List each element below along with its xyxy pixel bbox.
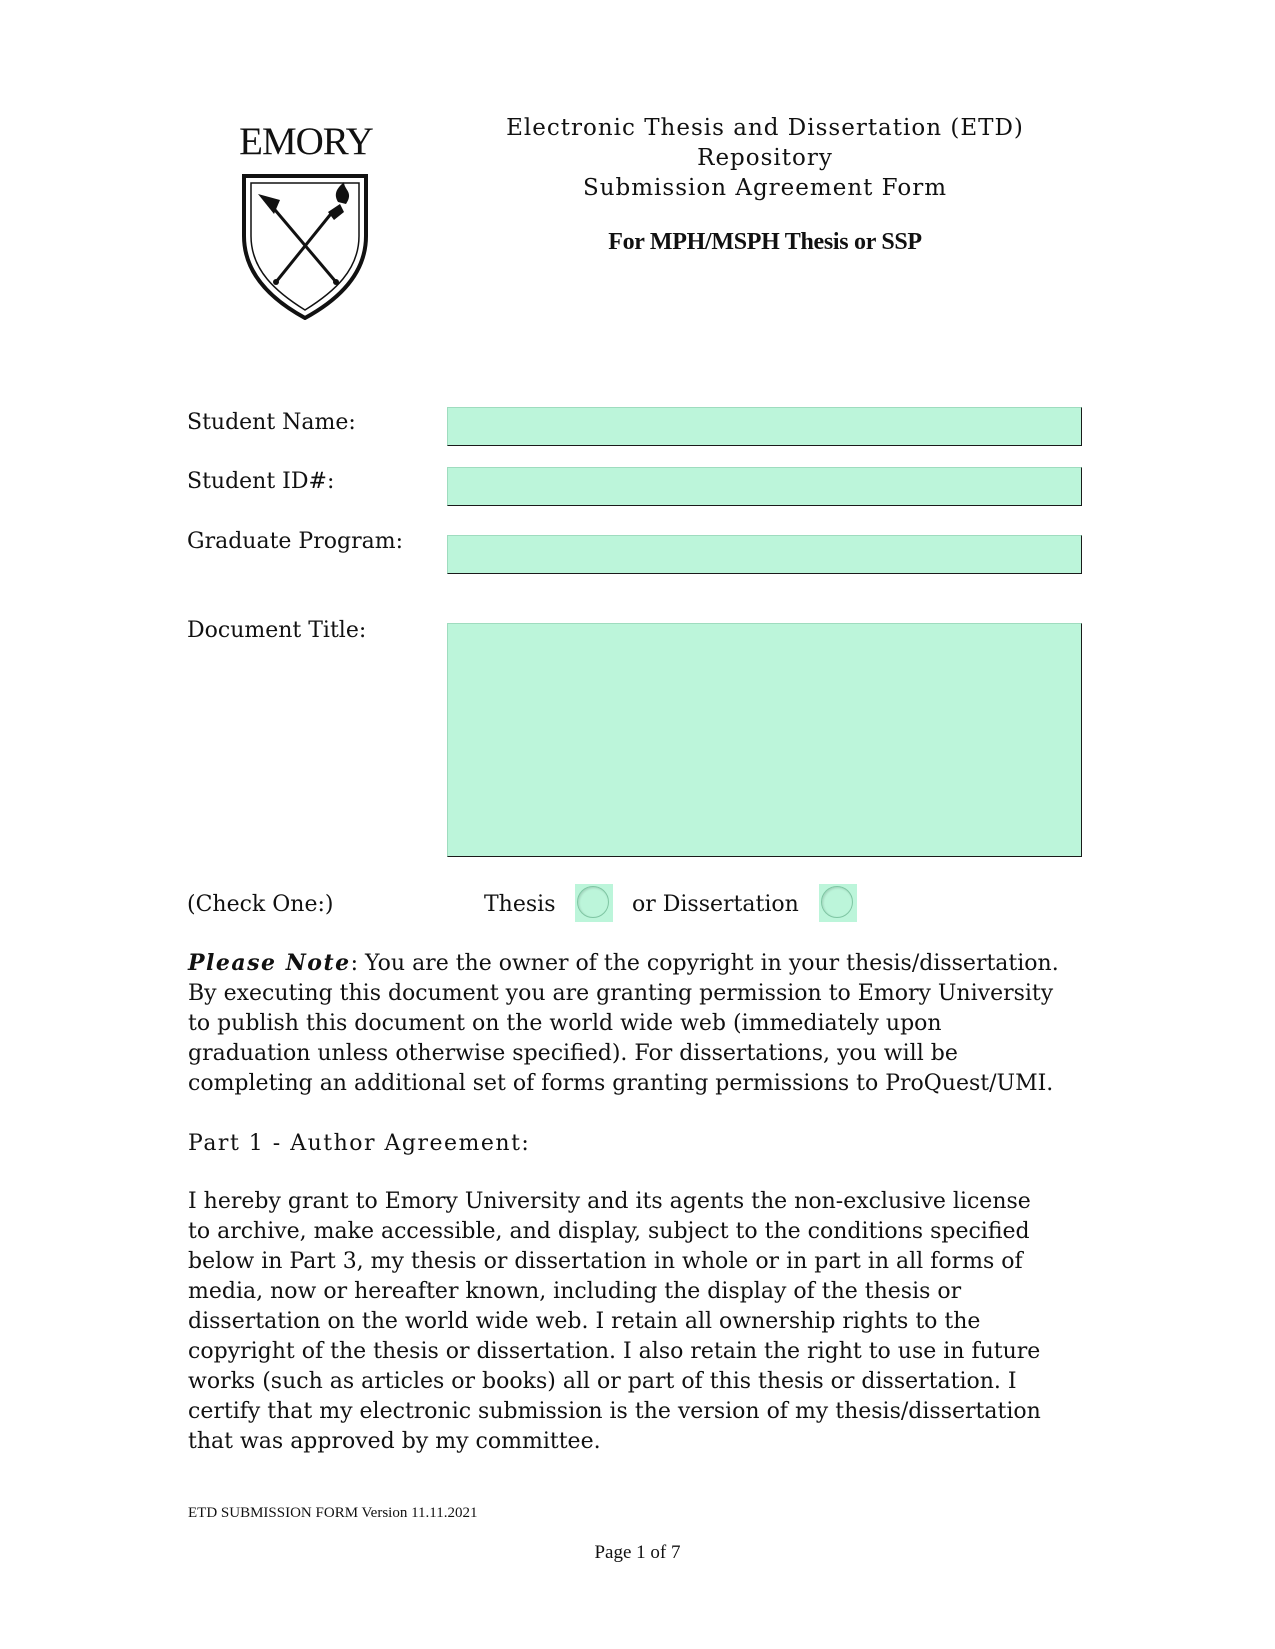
emory-logo xyxy=(234,122,378,322)
dissertation-option-label: or Dissertation xyxy=(632,892,799,917)
note-line: completing an additional set of forms granting permissions to ProQuest/UMI. xyxy=(188,1071,1054,1096)
radio-circle-icon xyxy=(821,886,853,918)
agreement-line: media, now or hereafter known, including the display of the thesis or xyxy=(188,1279,962,1304)
agreement-line: that was approved by my committee. xyxy=(188,1429,601,1454)
shield-emblem-icon xyxy=(240,174,370,320)
student-id-label: Student ID#: xyxy=(187,469,335,494)
note-line: : You are the owner of the copyright in your thesis/dissertation. xyxy=(350,951,1059,976)
agreement-line: works (such as articles or books) all or part of this thesis or dissertation. I xyxy=(188,1369,1017,1394)
graduate-program-label: Graduate Program: xyxy=(187,529,403,554)
please-note-lead: Please Note xyxy=(188,950,351,976)
note-line: to publish this document on the world wide web (immediately upon xyxy=(188,1011,942,1036)
title-line: Repository xyxy=(697,145,833,171)
document-title-label: Document Title: xyxy=(187,618,367,643)
note-line: By executing this document you are granting permission to Emory University xyxy=(188,981,1054,1006)
form-title xyxy=(420,113,1110,203)
agreement-line: copyright of the thesis or dissertation. I also retain the right to use in future xyxy=(188,1339,1041,1364)
radio-circle-icon xyxy=(577,886,609,918)
title-line: Submission Agreement Form xyxy=(582,175,948,201)
agreement-line: I hereby grant to Emory University and its agents the non-exclusive license xyxy=(188,1189,1031,1214)
title-line: Electronic Thesis and Dissertation (ETD) xyxy=(506,115,1024,141)
note-line: graduation unless otherwise specified). For dissertations, you will be xyxy=(188,1041,958,1066)
emory-wordmark: EMORY xyxy=(239,120,373,163)
thesis-option-label: Thesis xyxy=(484,892,556,917)
student-id-field[interactable] xyxy=(447,467,1082,506)
page-number: Page 1 of 7 xyxy=(594,1542,681,1563)
agreement-line: certify that my electronic submission is the version of my thesis/dissertation xyxy=(188,1399,1041,1424)
agreement-line: dissertation on the world wide web. I retain all ownership rights to the xyxy=(188,1309,981,1334)
form-version: ETD SUBMISSION FORM Version 11.11.2021 xyxy=(188,1505,478,1521)
document-title-field[interactable] xyxy=(447,623,1082,857)
author-agreement-paragraph xyxy=(188,1187,1108,1457)
check-one-label: (Check One:) xyxy=(187,892,334,917)
dissertation-radio[interactable] xyxy=(819,884,857,922)
form-subtitle: For MPH/MSPH Thesis or SSP xyxy=(608,229,922,255)
part1-heading: Part 1 - Author Agreement: xyxy=(188,1131,531,1156)
agreement-line: to archive, make accessible, and display, subject to the conditions specified xyxy=(188,1219,1030,1244)
student-name-field[interactable] xyxy=(447,407,1082,446)
thesis-radio[interactable] xyxy=(575,884,613,922)
agreement-line: below in Part 3, my thesis or dissertation in whole or in part in all forms of xyxy=(188,1249,1023,1274)
please-note-paragraph xyxy=(188,948,1108,1099)
graduate-program-field[interactable] xyxy=(447,535,1082,574)
student-name-label: Student Name: xyxy=(187,410,356,435)
